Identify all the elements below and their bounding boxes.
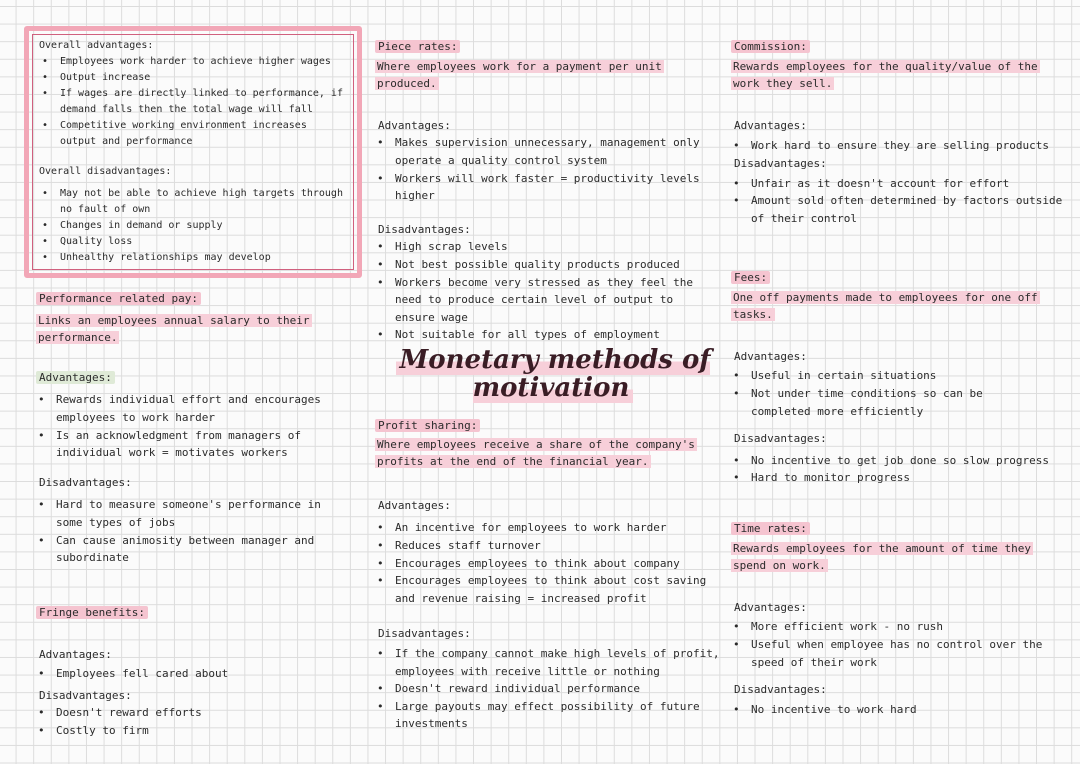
list-item: • Rewards individual effort and encourages employees to work harder bbox=[36, 391, 346, 426]
prp-adv-list bbox=[36, 391, 346, 461]
piece-adv-heading: Advantages: bbox=[378, 118, 451, 132]
profit-dis-list bbox=[375, 645, 720, 733]
profit-dis-heading: Disadvantages: bbox=[378, 627, 471, 641]
list-item: • Encourages employees to think about cost saving and revenue raising = increased profit bbox=[375, 572, 720, 607]
list-item: • Unhealthy relationships may develop bbox=[40, 250, 346, 266]
page-title: Monetary methods of motivation bbox=[388, 346, 718, 402]
list-item: • Workers will work faster = productivity levels higher bbox=[375, 170, 710, 205]
prp-dis-heading: Disadvantages: bbox=[39, 475, 132, 489]
list-item: • An incentive for employees to work harder bbox=[375, 519, 720, 537]
fringe-section bbox=[36, 604, 346, 740]
profit-adv-list bbox=[375, 519, 720, 607]
overall-section bbox=[36, 38, 346, 266]
commission-desc: Rewards employees for the quality/value of the work they sell. bbox=[733, 59, 1038, 91]
list-item: • Doesn't reward individual performance bbox=[375, 680, 720, 698]
time-dis-list bbox=[731, 701, 1071, 719]
profit-heading: Profit sharing: bbox=[375, 419, 480, 432]
list-item: • Not under time conditions so can be completed more efficiently bbox=[731, 385, 1011, 420]
commission-adv-list bbox=[731, 137, 1071, 155]
list-item: • If the company cannot make high levels of profit, employees with receive little or nothing bbox=[375, 645, 720, 680]
list-item: • Useful when employee has no control over the speed of their work bbox=[731, 636, 1071, 671]
fees-desc: One off payments made to employees for one off tasks. bbox=[733, 290, 1038, 322]
piece-heading: Piece rates: bbox=[375, 40, 460, 53]
list-item: • Large payouts may effect possibility of future investments bbox=[375, 698, 720, 733]
list-item: • Useful in certain situations bbox=[731, 367, 1011, 385]
overall-dis-heading: Overall disadvantages: bbox=[39, 166, 172, 177]
list-item: • Unfair as it doesn't account for effort bbox=[731, 175, 1071, 193]
prp-heading: Performance related pay: bbox=[36, 292, 201, 305]
piece-desc: Where employees work for a payment per unit produced. bbox=[377, 59, 662, 91]
commission-dis-list bbox=[731, 175, 1071, 228]
time-adv-list bbox=[731, 618, 1071, 671]
profit-adv-heading: Advantages: bbox=[378, 498, 451, 512]
commission-dis-heading: Disadvantages: bbox=[734, 156, 827, 170]
list-item: • Workers become very stressed as they feel the need to produce certain level of output to ensure wage bbox=[375, 274, 710, 327]
piece-dis-list bbox=[375, 238, 710, 344]
commission-adv-heading: Advantages: bbox=[734, 118, 807, 132]
time-section bbox=[731, 520, 1071, 718]
list-item: • Is an acknowledgment from managers of individual work = motivates workers bbox=[36, 427, 346, 462]
time-desc: Rewards employees for the amount of time they spend on work. bbox=[733, 541, 1032, 573]
list-item: • Work hard to ensure they are selling products bbox=[731, 137, 1071, 155]
fringe-adv-list bbox=[36, 665, 346, 683]
list-item: • Can cause animosity between manager and subordinate bbox=[36, 532, 346, 567]
time-adv-heading: Advantages: bbox=[734, 600, 807, 614]
prp-dis-list bbox=[36, 496, 346, 566]
overall-dis-list bbox=[40, 186, 346, 266]
list-item: • More efficient work - no rush bbox=[731, 618, 1071, 636]
list-item: • Competitive working environment increases output and performance bbox=[40, 118, 346, 150]
profit-section bbox=[375, 417, 720, 733]
list-item: • Quality loss bbox=[40, 234, 346, 250]
list-item: • Makes supervision unnecessary, management only operate a quality control system bbox=[375, 134, 710, 169]
time-dis-heading: Disadvantages: bbox=[734, 683, 827, 697]
list-item: • Reduces staff turnover bbox=[375, 537, 720, 555]
commission-heading: Commission: bbox=[731, 40, 810, 53]
prp-section bbox=[36, 290, 346, 567]
overall-adv-list bbox=[40, 54, 346, 150]
list-item: • High scrap levels bbox=[375, 238, 710, 256]
list-item: • Amount sold often determined by factors outside of their control bbox=[731, 192, 1071, 227]
list-item: • Employees work harder to achieve higher wages bbox=[40, 54, 346, 70]
piece-dis-heading: Disadvantages: bbox=[378, 222, 471, 236]
commission-section bbox=[731, 38, 1071, 227]
prp-desc: Links an employees annual salary to their performance. bbox=[38, 313, 310, 345]
prp-adv-heading: Advantages: bbox=[36, 371, 115, 384]
fringe-heading: Fringe benefits: bbox=[36, 606, 148, 619]
list-item: • No incentive to work hard bbox=[731, 701, 1071, 719]
fees-adv-heading: Advantages: bbox=[734, 349, 807, 363]
list-item: • Hard to measure someone's performance in some types of jobs bbox=[36, 496, 346, 531]
fringe-dis-list bbox=[36, 704, 346, 739]
list-item: • May not be able to achieve high targets through no fault of own bbox=[40, 186, 346, 218]
piece-section bbox=[375, 38, 710, 344]
list-item: • Hard to monitor progress bbox=[731, 469, 1071, 487]
fees-dis-list bbox=[731, 452, 1071, 487]
list-item: • Output increase bbox=[40, 70, 346, 86]
list-item: • Encourages employees to think about company bbox=[375, 555, 720, 573]
list-item: • Changes in demand or supply bbox=[40, 218, 346, 234]
fees-section bbox=[731, 269, 1071, 487]
fringe-adv-heading: Advantages: bbox=[39, 647, 112, 661]
list-item: • Employees fell cared about bbox=[36, 665, 346, 683]
list-item: • No incentive to get job done so slow progress bbox=[731, 452, 1071, 470]
fees-heading: Fees: bbox=[731, 271, 770, 284]
piece-adv-list bbox=[375, 134, 710, 204]
list-item: • Not suitable for all types of employment bbox=[375, 326, 710, 344]
time-heading: Time rates: bbox=[731, 522, 810, 535]
list-item: • Not best possible quality products produced bbox=[375, 256, 710, 274]
list-item: • Doesn't reward efforts bbox=[36, 704, 346, 722]
list-item: • Costly to firm bbox=[36, 722, 346, 740]
fees-dis-heading: Disadvantages: bbox=[734, 432, 827, 446]
overall-adv-heading: Overall advantages: bbox=[39, 40, 154, 51]
list-item: • If wages are directly linked to performance, if demand falls then the total wage will fall bbox=[40, 86, 346, 118]
profit-desc: Where employees receive a share of the company's profits at the end of the financial year. bbox=[377, 437, 695, 469]
fees-adv-list bbox=[731, 367, 1011, 420]
fringe-dis-heading: Disadvantages: bbox=[39, 688, 132, 702]
